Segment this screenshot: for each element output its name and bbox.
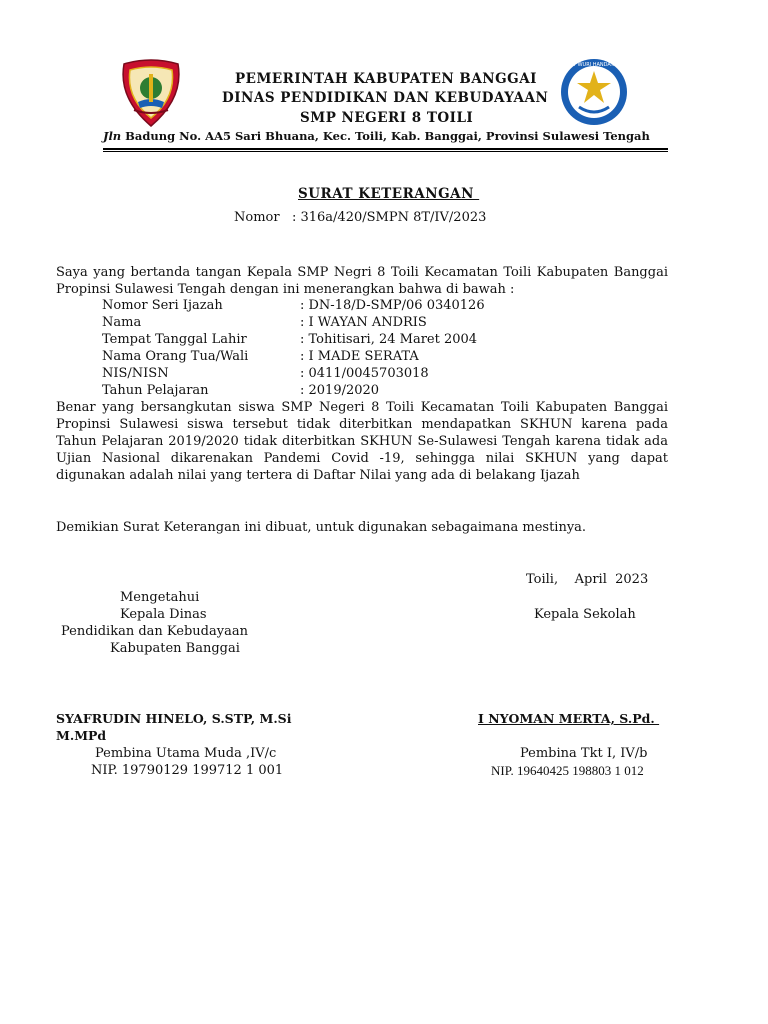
letter-title: SURAT KETERANGAN bbox=[298, 186, 480, 202]
field-value: : DN-18/D-SMP/06 0340126 bbox=[300, 298, 485, 313]
right-sig-role: Kepala Sekolah bbox=[534, 607, 636, 622]
header-address bbox=[103, 129, 650, 143]
field-value: : Tohitisari, 24 Maret 2004 bbox=[300, 332, 478, 347]
tut-wuri-handayani-logo bbox=[559, 57, 629, 127]
field-label: Nomor Seri Ijazah bbox=[102, 298, 223, 313]
right-sig-name: I NYOMAN MERTA, S.Pd. bbox=[478, 711, 660, 726]
place-date: Toili, April 2023 bbox=[526, 572, 649, 587]
student-fields bbox=[0, 297, 768, 407]
closing-sentence: Demikian Surat Keterangan ini dibuat, untuk digunakan sebagaimana mestinya. bbox=[56, 520, 587, 535]
field-label: Tempat Tanggal Lahir bbox=[102, 332, 247, 347]
field-value: : 0411/0045703018 bbox=[300, 366, 429, 381]
header-rule-thin bbox=[103, 151, 668, 152]
left-sig-rank: Pembina Utama Muda ,IV/c bbox=[95, 746, 277, 761]
left-sig-name: SYAFRUDIN HINELO, S.STP, M.Si bbox=[56, 711, 292, 726]
left-sig-office: Pendidikan dan Kebudayaan bbox=[61, 624, 248, 639]
logo-motto-text: TUT WURI HANDAYANI bbox=[566, 62, 622, 68]
field-label: Nama Orang Tua/Wali bbox=[102, 349, 249, 364]
header-line-3: SMP NEGERI 8 TOILI bbox=[300, 110, 474, 126]
field-label: Nama bbox=[102, 315, 142, 330]
header-line-2: DINAS PENDIDIKAN DAN KEBUDAYAAN bbox=[222, 90, 549, 106]
right-sig-nip: NIP. 19640425 198803 1 012 bbox=[491, 763, 644, 778]
left-sig-regency: Kabupaten Banggai bbox=[110, 641, 240, 656]
address-prefix: Jln bbox=[103, 129, 122, 143]
field-value: : I WAYAN ANDRIS bbox=[300, 315, 427, 330]
field-label: Tahun Pelajaran bbox=[102, 383, 209, 398]
letter-number: Nomor : 316a/420/SMPN 8T/IV/2023 bbox=[234, 210, 487, 225]
intro-paragraph: Saya yang bertanda tangan Kepala SMP Negri 8 Toili Kecamatan Toili Kabupaten Banggai Propinsi Sulawesi Tengah dengan ini menerangkan bahwa di bawah : bbox=[56, 265, 668, 297]
header-line-1: PEMERINTAH KABUPATEN BANGGAI bbox=[235, 71, 537, 87]
field-value: : I MADE SERATA bbox=[300, 349, 419, 364]
left-sig-name-degree: M.MPd bbox=[56, 728, 107, 743]
left-sig-acknowledge: Mengetahui bbox=[120, 590, 200, 605]
header-rule-thick bbox=[103, 148, 668, 150]
field-value: : 2019/2020 bbox=[300, 383, 380, 398]
left-sig-nip: NIP. 19790129 199712 1 001 bbox=[91, 763, 284, 778]
right-sig-rank: Pembina Tkt I, IV/b bbox=[520, 746, 648, 761]
statement-paragraph: Benar yang bersangkutan siswa SMP Negeri 8 Toili Kecamatan Toili Kabupaten Banggai Propinsi Sulawesi siswa tersebut tidak diterbitkan mendapatkan SKHUN karena pada Tahun Pelajaran 2019/2020 tidak diterbitkan SKHUN Se-Sulawesi Tengah karena tidak ada Ujian Nasional dikarenakan Pandemi Covid -19, sehingga nilai SKHUN yang dapat digunakan adalah nilai yang tertera di Daftar Nilai yang ada di belakang Ijazah bbox=[56, 400, 668, 483]
left-sig-role: Kepala Dinas bbox=[120, 607, 207, 622]
field-label: NIS/NISN bbox=[102, 366, 169, 381]
kabupaten-banggai-emblem bbox=[116, 58, 186, 128]
address-text: Badung No. AA5 Sari Bhuana, Kec. Toili, Kab. Banggai, Provinsi Sulawesi Tengah bbox=[121, 129, 650, 143]
